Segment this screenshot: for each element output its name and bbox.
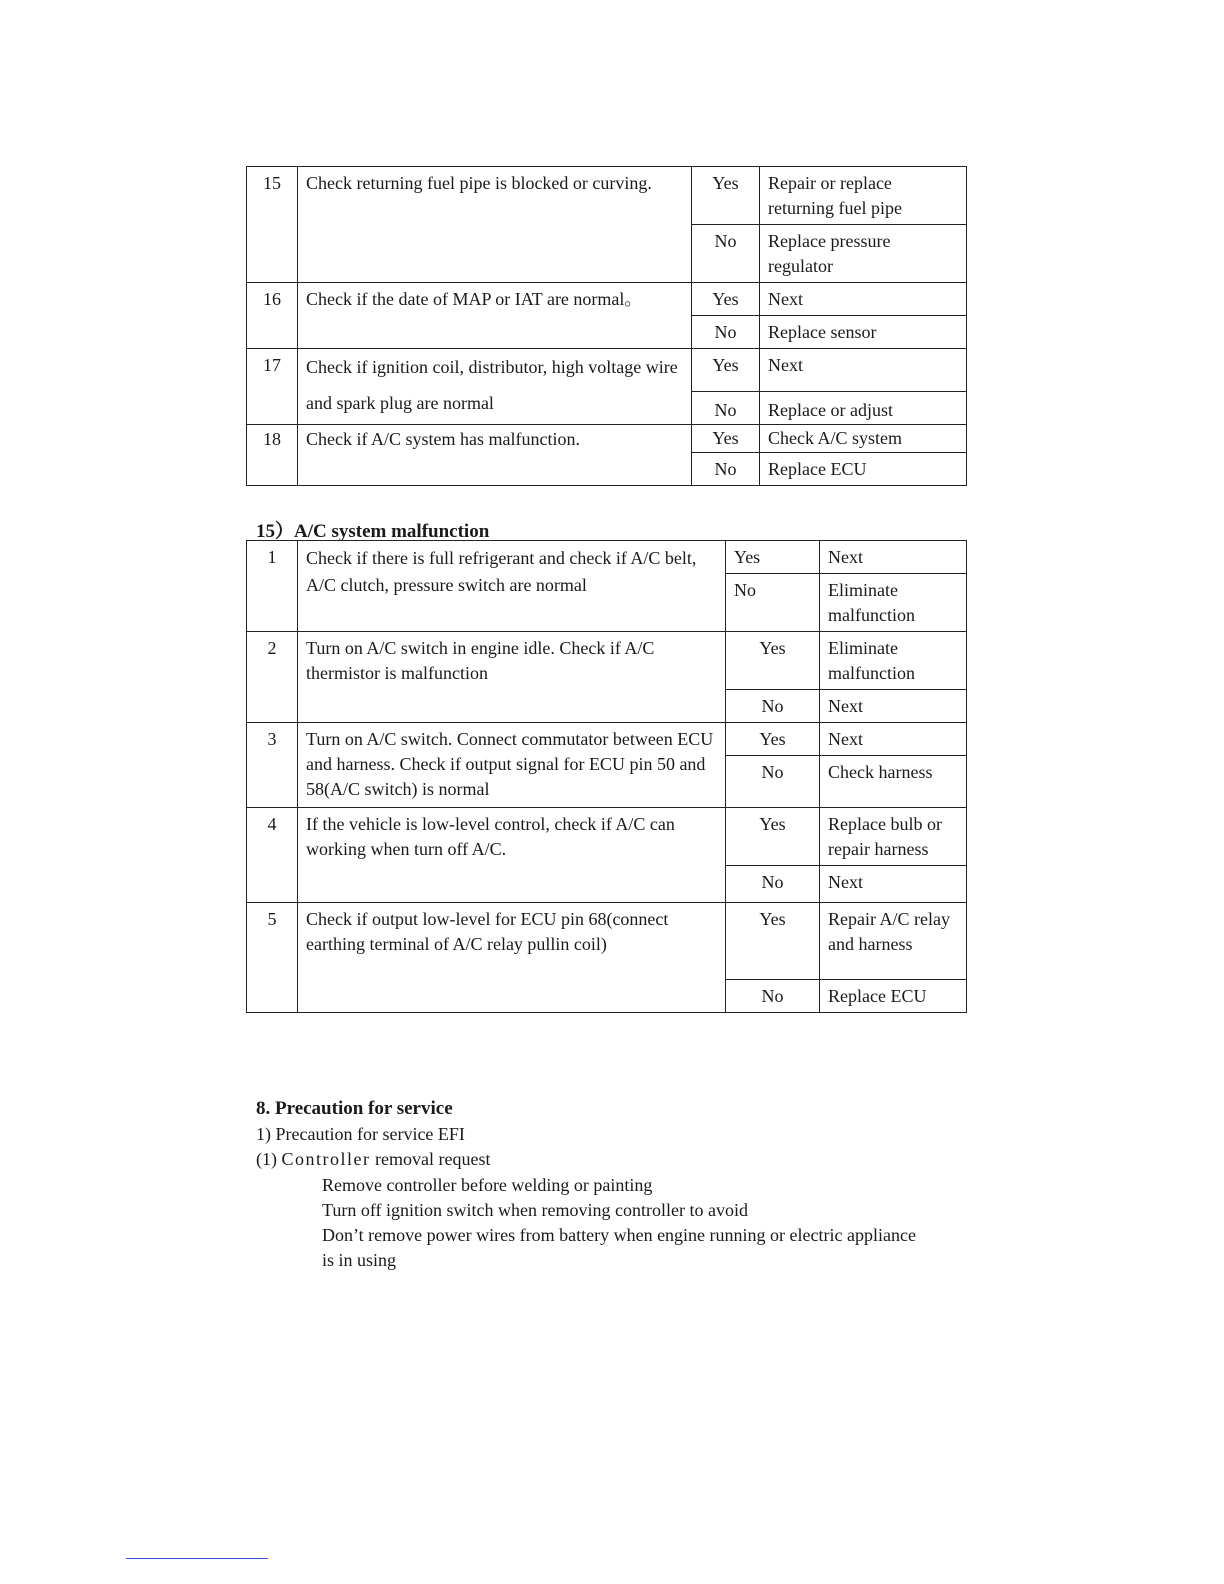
check-description: Check if the date of MAP or IAT are normal。	[298, 283, 692, 349]
check-description: Check if output low-level for ECU pin 68(connect earthing terminal of A/C relay pullin coil)	[298, 903, 726, 1013]
table-row	[247, 903, 967, 980]
no-label: No	[726, 756, 820, 808]
table-row	[247, 723, 967, 756]
yes-label: Yes	[726, 808, 820, 866]
step-number: 16	[247, 283, 298, 349]
precaution-item: Remove controller before welding or painting	[322, 1175, 653, 1195]
check-description: Check if A/C system has malfunction.	[298, 425, 692, 486]
no-label: No	[726, 866, 820, 903]
yes-action: Next	[760, 283, 967, 316]
yes-action: Eliminate malfunction	[820, 632, 967, 690]
step-number: 5	[247, 903, 298, 1013]
section-heading-ac-malfunction: 15）A/C system malfunction	[256, 521, 490, 542]
check-description: Check returning fuel pipe is blocked or curving.	[298, 167, 692, 283]
precaution-item: Turn off ignition switch when removing controller to avoid	[322, 1200, 748, 1220]
yes-label: Yes	[726, 723, 820, 756]
yes-action: Repair A/C relay and harness	[820, 903, 967, 980]
table-row	[247, 808, 967, 866]
no-action: Next	[820, 690, 967, 723]
yes-label: Yes	[692, 349, 760, 392]
no-label: No	[726, 980, 820, 1013]
no-action: Replace sensor	[760, 316, 967, 349]
no-action: Check harness	[820, 756, 967, 808]
no-action: Replace or adjust	[760, 391, 967, 424]
footnote-divider	[126, 1558, 268, 1559]
no-action: Replace ECU	[760, 453, 967, 486]
step-number: 3	[247, 723, 298, 808]
check-description: Turn on A/C switch in engine idle. Check if A/C thermistor is malfunction	[298, 632, 726, 723]
no-action: Replace ECU	[820, 980, 967, 1013]
check-description: Check if ignition coil, distributor, high voltage wire and spark plug are normal	[298, 349, 692, 425]
subsection-prefix: (1)	[256, 1149, 277, 1169]
no-action: Replace pressure regulator	[760, 225, 967, 283]
subsection-rest: removal request	[375, 1149, 491, 1169]
step-number: 15	[247, 167, 298, 283]
diagnosis-table-upper	[246, 166, 967, 486]
yes-action: Replace bulb or repair harness	[820, 808, 967, 866]
step-number: 17	[247, 349, 298, 425]
yes-action: Repair or replace returning fuel pipe	[760, 167, 967, 225]
step-number: 2	[247, 632, 298, 723]
no-label: No	[692, 225, 760, 283]
yes-action: Next	[760, 349, 967, 392]
no-label: No	[726, 690, 820, 723]
table-row	[247, 425, 967, 453]
check-description: Turn on A/C switch. Connect commutator between ECU and harness. Check if output signal for ECU pin 50 and 58(A/C switch) is normal	[298, 723, 726, 808]
precaution-item: is in using	[322, 1250, 397, 1270]
yes-action: Next	[820, 541, 967, 574]
yes-action: Next	[820, 723, 967, 756]
yes-action: Check A/C system	[760, 425, 967, 453]
section-title-precaution: 8. Precaution for service	[256, 1098, 453, 1119]
no-label: No	[726, 574, 820, 632]
yes-label: Yes	[726, 541, 820, 574]
subsection-keyword: Controller	[281, 1149, 371, 1169]
table-row	[247, 349, 967, 392]
table-row	[247, 632, 967, 690]
no-action: Eliminate malfunction	[820, 574, 967, 632]
step-number: 1	[247, 541, 298, 632]
table-row	[247, 283, 967, 316]
yes-label: Yes	[692, 283, 760, 316]
check-description: Check if there is full refrigerant and check if A/C belt, A/C clutch, pressure switch are normal	[298, 541, 726, 632]
yes-label: Yes	[726, 903, 820, 980]
diagnosis-table-ac	[246, 540, 967, 1013]
subsection-efi: 1) Precaution for service EFI	[256, 1124, 465, 1144]
yes-label: Yes	[692, 167, 760, 225]
yes-label: Yes	[692, 425, 760, 453]
no-label: No	[692, 391, 760, 424]
subsection-controller-removal	[256, 1147, 490, 1172]
no-label: No	[692, 453, 760, 486]
yes-label: Yes	[726, 632, 820, 690]
table-row	[247, 167, 967, 225]
no-action: Next	[820, 866, 967, 903]
step-number: 18	[247, 425, 298, 486]
table-row	[247, 541, 967, 574]
step-number: 4	[247, 808, 298, 903]
check-description: If the vehicle is low-level control, check if A/C can working when turn off A/C.	[298, 808, 726, 903]
no-label: No	[692, 316, 760, 349]
precaution-item: Don’t remove power wires from battery when engine running or electric appliance	[322, 1225, 916, 1245]
